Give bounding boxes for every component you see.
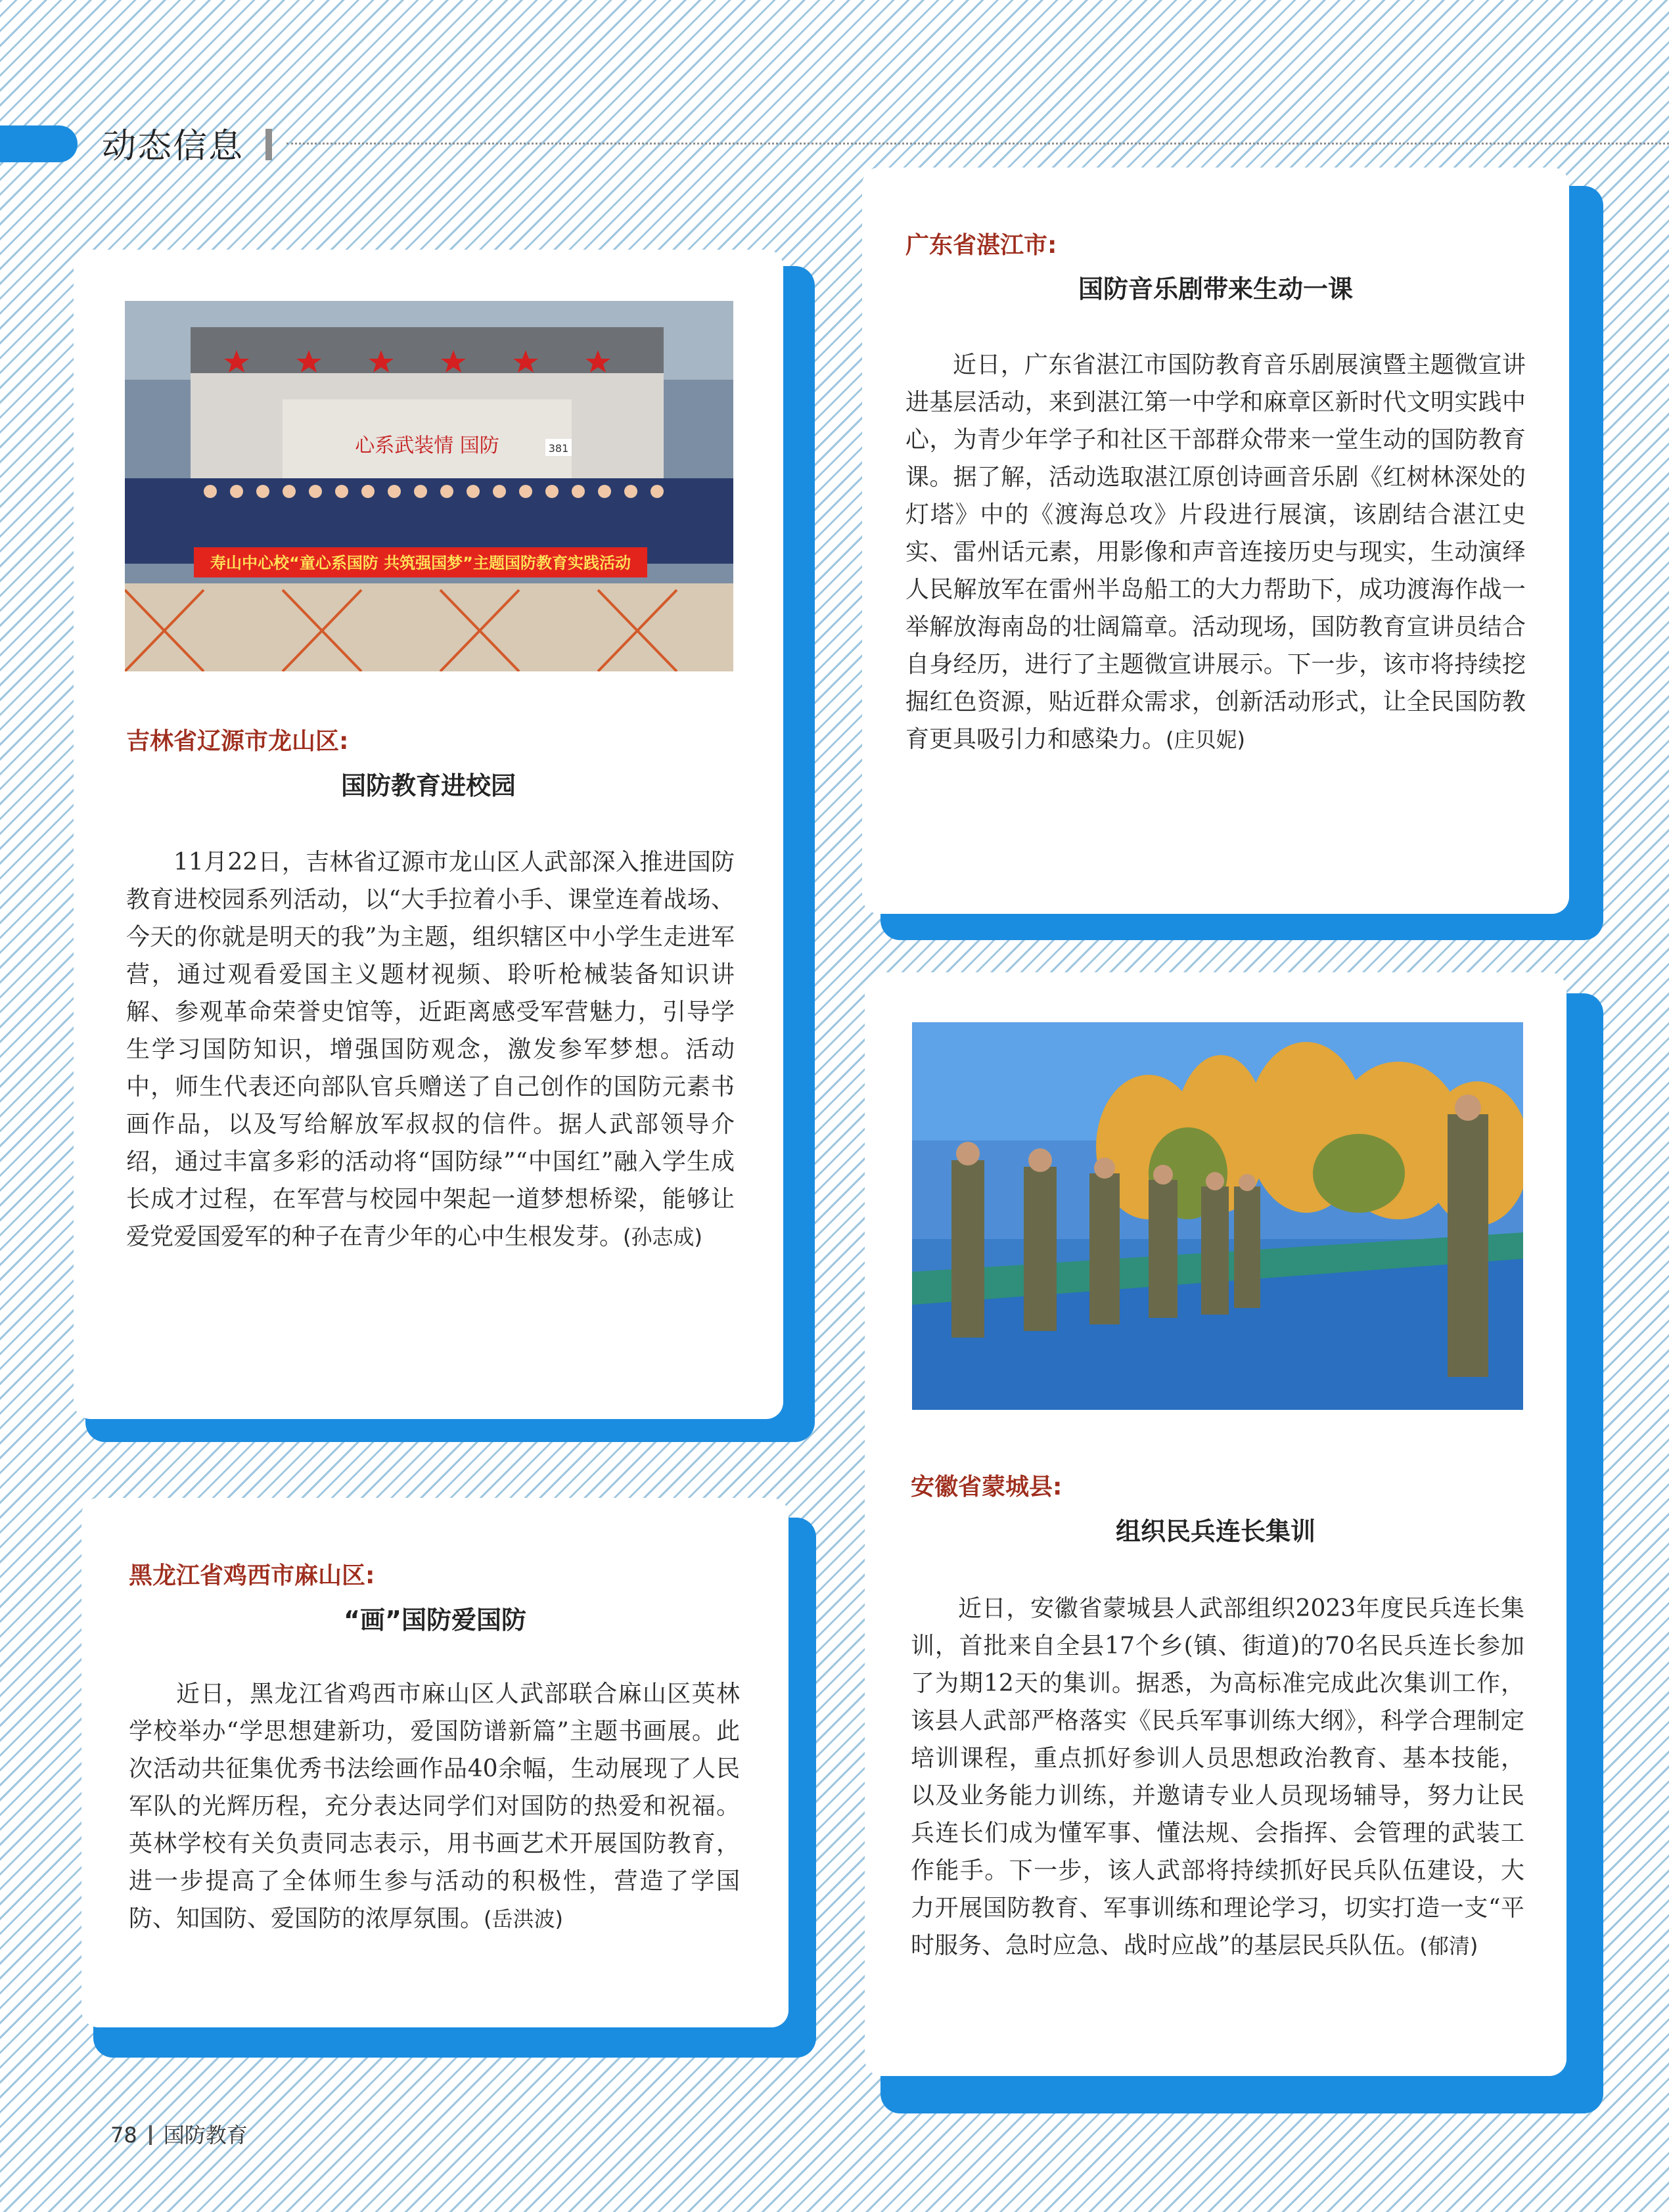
- jilin-body: [126, 844, 735, 1256]
- anhui-body-text: 近日，安徽省蒙城县人武部组织2023年度民兵连长集训，首批来自全县17个乡(镇、街道)的70名民兵连长参加了为期12天的集训。据悉，为高标准完成此次集训工作，该县人武部严格落实《民兵军事训练大纲》，科学合理制定培训课程，重点抓好参训人员思想政治教育、基本技能，以及业务能力训练，并邀请专业人员现场辅导，努力让民兵连长们成为懂军事、懂法规、会指挥、会管理的武装工作能手。下一步，该人武部将持续抓好民兵队伍建设，大力开展国防教育、军事训练和理论学习，切实打造一支“平时服务、急时应急、战时应战”的基层民兵队伍。: [911, 1595, 1524, 1959]
- guangdong-body-text: 近日，广东省湛江市国防教育音乐剧展演暨主题微宣讲进基层活动，来到湛江第一中学和麻章区新时代文明实践中心，为青少年学子和社区干部群众带来一堂生动的国防教育课。据了解，活动选取湛江原创诗画音乐剧《红树林深处的灯塔》中的《渡海总攻》片段进行展演，该剧结合湛江史实、雷州话元素，用影像和声音连接历史与现实，生动演绎人民解放军在雷州半岛船工的大力帮助下，成功渡海作战一举解放海南岛的壮阔篇章。活动现场，国防教育宣讲员结合自身经历，进行了主题微宣讲展示。下一步，该市将持续挖掘红色资源，贴近群众需求，创新活动形式，让全民国防教育更具吸引力和感染力。: [905, 351, 1526, 753]
- heilongjiang-card: [81, 1498, 789, 2027]
- anhui-headline: 组织民兵连长集训: [1115, 1517, 1315, 1546]
- photo-door-number: 381: [548, 442, 569, 455]
- anhui-author: (郁清): [1419, 1933, 1478, 1958]
- anhui-body: [911, 1590, 1524, 1965]
- anhui-photo: [912, 1022, 1523, 1410]
- title-divider: [265, 129, 272, 160]
- header-accent-bar: [0, 125, 78, 162]
- jilin-photo: [125, 301, 733, 671]
- magazine-name: 国防教育: [163, 2123, 248, 2148]
- page-footer: [110, 2119, 248, 2149]
- footer-divider: [149, 2125, 152, 2145]
- section-title: 动态信息: [102, 127, 244, 166]
- guangdong-card: [862, 168, 1569, 914]
- guangdong-region-label: 广东省湛江市:: [905, 232, 1057, 259]
- anhui-region-label: 安徽省蒙城县:: [911, 1474, 1063, 1501]
- photo-banner-text: 寿山中心校“童心系国防 共筑强国梦”主题国防教育实践活动: [210, 554, 631, 572]
- guangdong-body: [905, 346, 1526, 759]
- jilin-headline: 国防教育进校园: [340, 771, 516, 800]
- jilin-region-label: 吉林省辽源市龙山区:: [126, 728, 349, 755]
- jilin-author: (孙志成): [623, 1225, 702, 1250]
- page-number: 78: [110, 2123, 137, 2148]
- anhui-card: [865, 972, 1566, 2076]
- heilongjiang-author: (岳洪波): [484, 1907, 563, 1931]
- heilongjiang-headline: “画”国防爱国防: [344, 1606, 526, 1635]
- militia-training-photo: [912, 1022, 1523, 1410]
- header-dotted-rule: [286, 143, 1669, 145]
- heilongjiang-body-text: 近日，黑龙江省鸡西市麻山区人武部联合麻山区英林学校举办“学思想建新功，爱国防谱新篇”主题书画展。此次活动共征集优秀书法绘画作品40余幅，生动展现了人民军队的光辉历程，充分表达同学们对国防的热爱和祝福。英林学校有关负责同志表示，用书画艺术开展国防教育，进一步提高了全体师生参与活动的积极性，营造了学国防、知国防、爱国防的浓厚氛围。: [129, 1681, 740, 1932]
- jilin-card: [74, 250, 783, 1419]
- jilin-body-text: 11月22日，吉林省辽源市龙山区人武部深入推进国防教育进校园系列活动，以“大手拉着小手、课堂连着战场、今天的你就是明天的我”为主题，组织辖区中小学生走进军营，通过观看爱国主义题材视频、聆听枪械装备知识讲解、参观革命荣誉史馆等，近距离感受军营魅力，引导学生学习国防知识，增强国防观念，激发参军梦想。活动中，师生代表还向部队官兵赠送了自己创作的国防元素书画作品，以及写给解放军叔叔的信件。据人武部领导介绍，通过丰富多彩的活动将“国防绿”“中国红”融入学生成长成才过程，在军营与校园中架起一道梦想桥梁，能够让爱党爱国爱军的种子在青少年的心中生根发芽。: [126, 849, 735, 1250]
- school-group-photo: [125, 301, 733, 671]
- guangdong-headline: 国防音乐剧带来生动一课: [1078, 275, 1353, 304]
- heilongjiang-body: [129, 1675, 740, 1938]
- heilongjiang-region-label: 黑龙江省鸡西市麻山区:: [129, 1562, 375, 1589]
- guangdong-author: (庄贝妮): [1166, 727, 1245, 752]
- photo-sign-text: 心系武装情 国防: [355, 434, 499, 457]
